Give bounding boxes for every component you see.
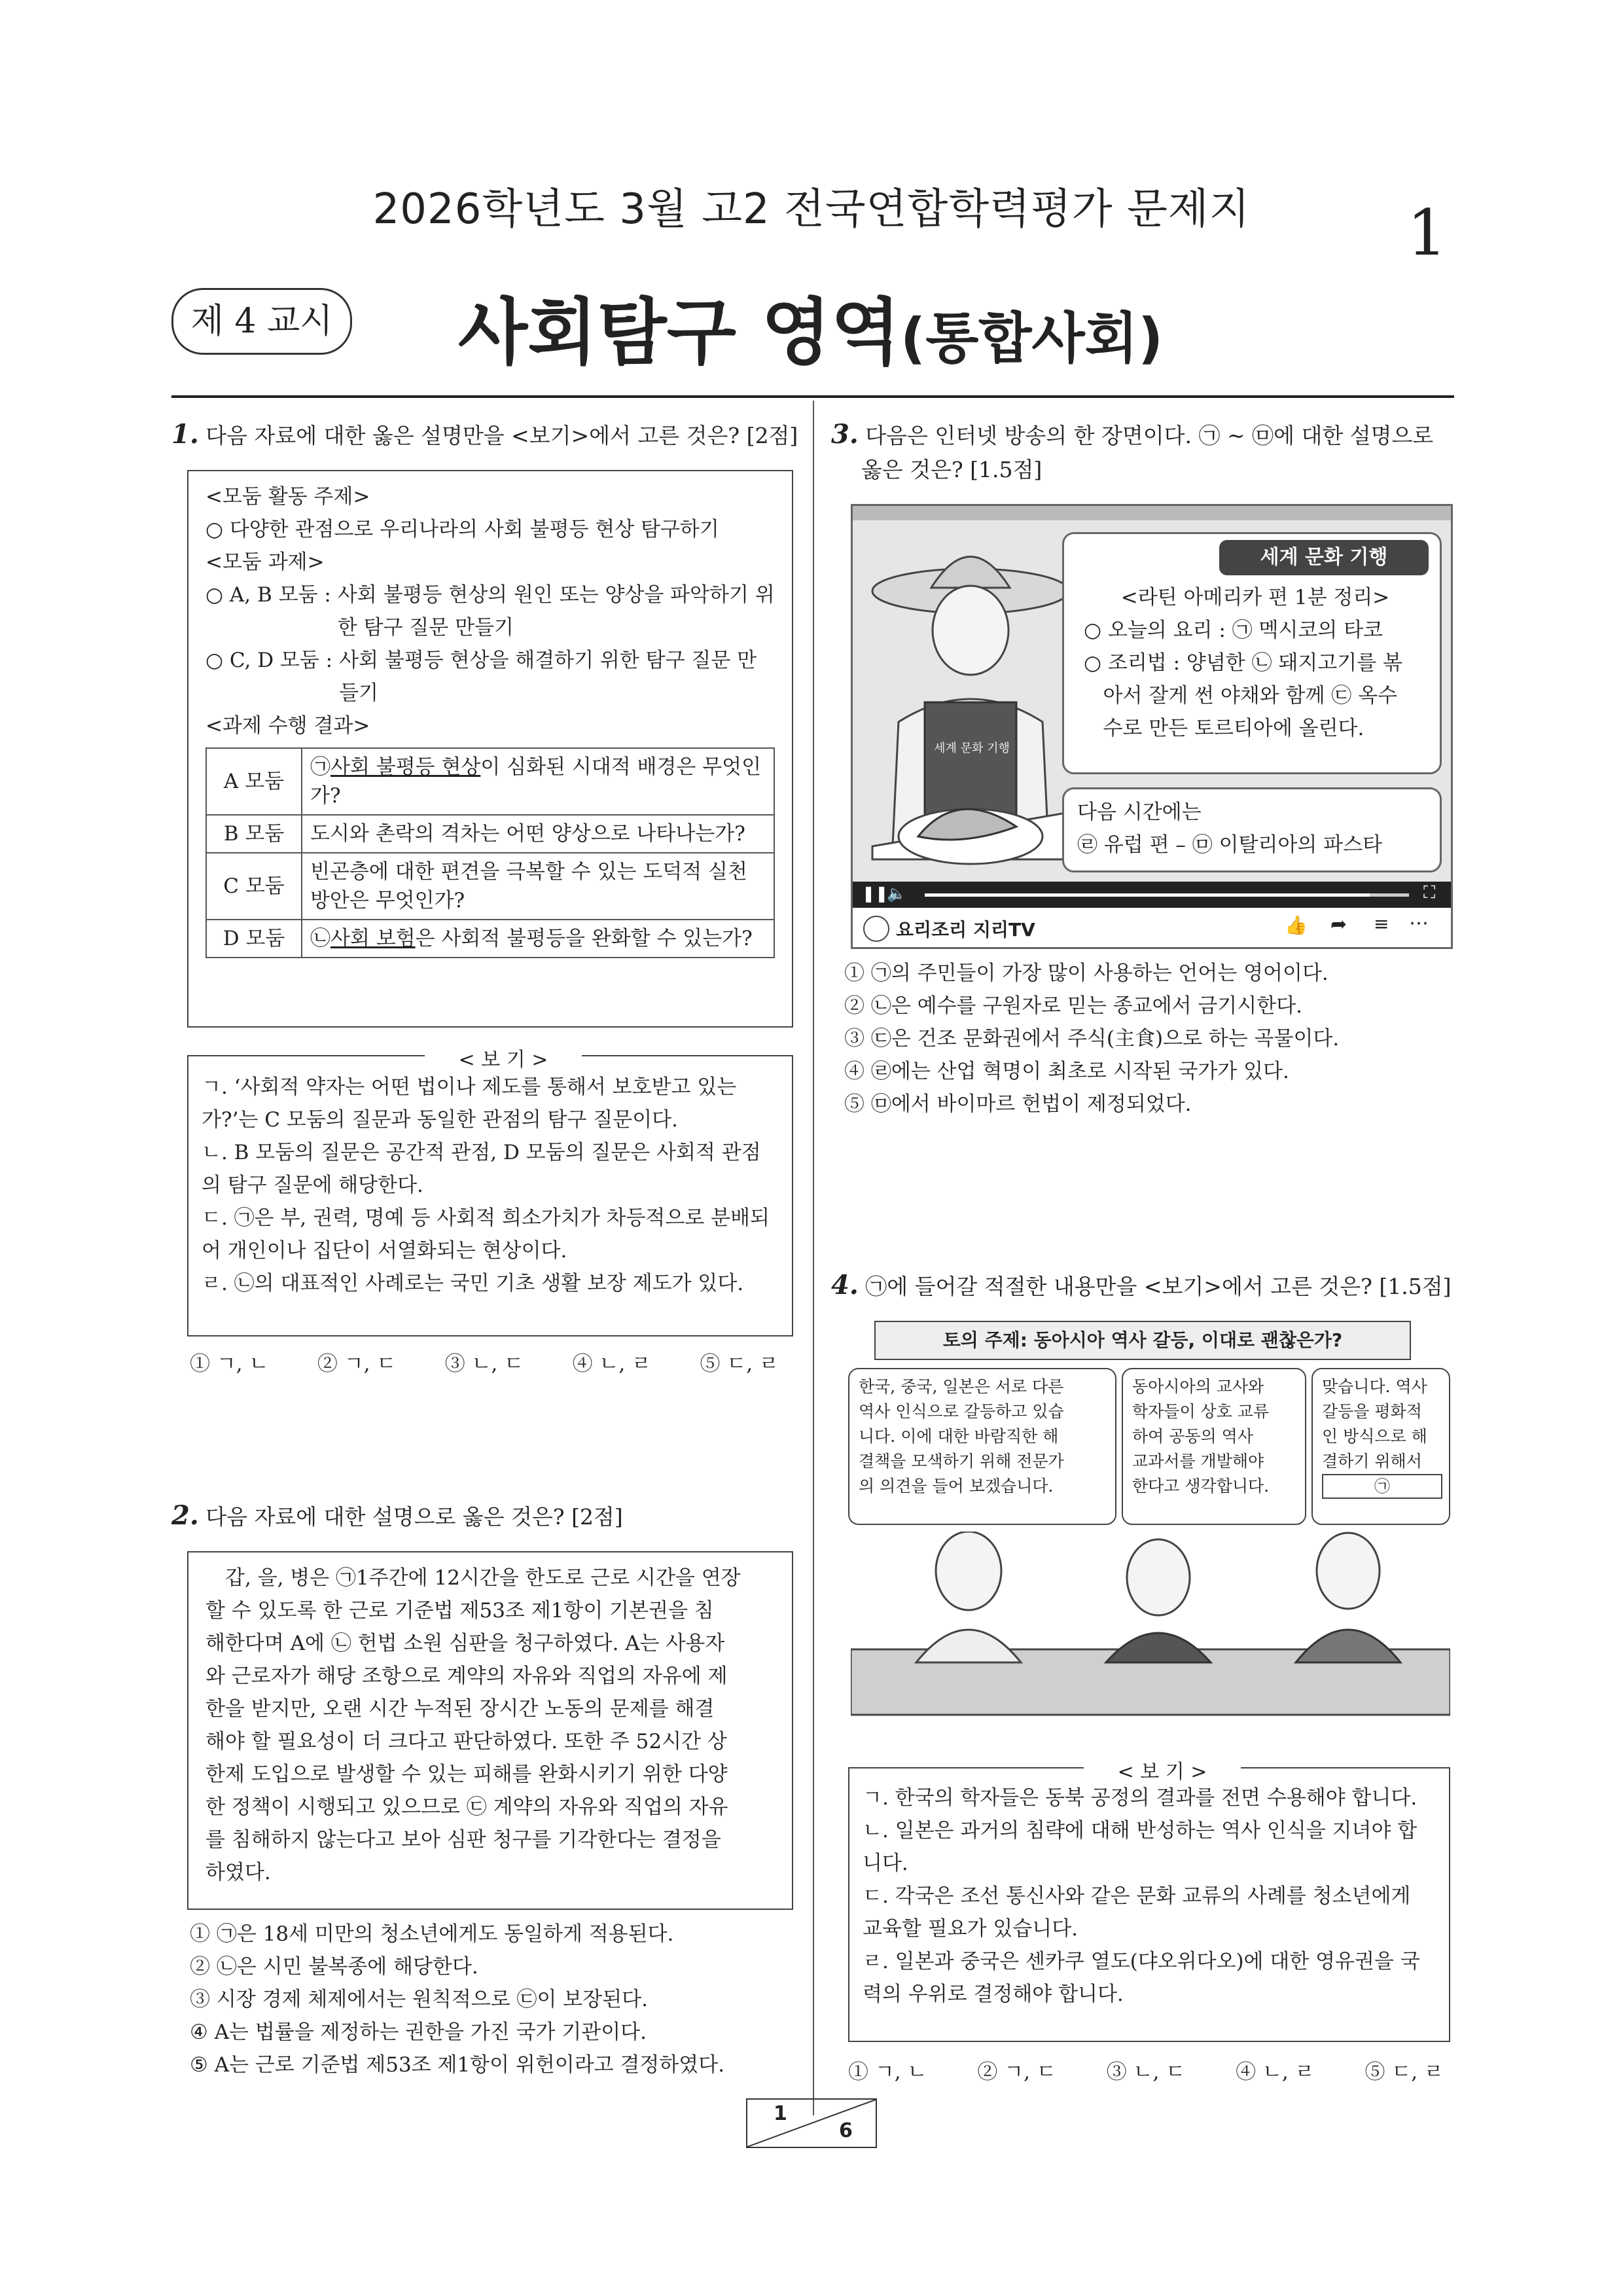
choice[interactable]: ② ㄱ, ㄷ: [317, 1352, 397, 1376]
volume-icon[interactable]: 🔈: [887, 884, 906, 903]
q1-line: <모둠 활동 주제>: [205, 485, 370, 509]
q1-task-ab-text: 사회 불평등 현상의 원인 또는 양상을 파악하기 위한 탐구 질문 만들기: [337, 583, 775, 639]
page-counter-slash: [747, 2100, 876, 2147]
bubble-line: 결책을 모색하기 위해 전문가: [859, 1452, 1064, 1471]
option[interactable]: ⑤ A는 근로 기준법 제53조 제1항이 위헌이라고 결정하였다.: [190, 2053, 725, 2077]
subject-title: [458, 275, 1163, 378]
marker: ㉠: [310, 755, 330, 779]
q2-passage-box: [187, 1551, 793, 1910]
table-cell: A 모둠: [206, 748, 302, 815]
bubble-line: 니다. 이에 대한 바람직한 해: [859, 1427, 1059, 1446]
passage-line: 해한다며 A에 ㉡ 헌법 소원 심판을 청구하였다. A는 사용자: [205, 1632, 725, 1655]
q1-task-cd-label: ○ C, D 모둠 :: [205, 649, 333, 672]
page-number: 1: [1407, 196, 1448, 270]
q1-task-cd: [205, 644, 775, 709]
choice[interactable]: ③ ㄴ, ㄷ: [444, 1352, 524, 1376]
panel-line: 아서 잘게 썬 야채와 함께 ㉢ 옥수: [1084, 684, 1398, 708]
column-divider: [813, 401, 814, 2115]
option[interactable]: ③ ㉢은 건조 문화권에서 주식(主食)으로 하는 곡물이다.: [844, 1027, 1340, 1050]
option[interactable]: ② ㉡은 예수를 구원자로 믿는 종교에서 금기시한다.: [844, 994, 1302, 1018]
panel-line: ○ 오늘의 요리 : ㉠ 멕시코의 타코: [1084, 619, 1383, 642]
bogi-item: ㄱ. ‘사회적 약자는 어떤 법이나 제도를 통해서 보호받고 있는가?’는 C 모둠의 질문과 동일한 관점의 탐구 질문이다.: [202, 1075, 737, 1132]
panel-title: <라틴 아메리카 편 1분 정리>: [1120, 586, 1390, 609]
table-row: [206, 920, 774, 958]
option[interactable]: ④ A는 법률을 제정하는 권한을 가진 국가 기관이다.: [190, 2020, 647, 2044]
q2-stem: [171, 1499, 800, 1534]
bubble-line: 역사 인식으로 갈등하고 있습: [859, 1402, 1064, 1421]
option[interactable]: ③ 시장 경제 체제에서는 원칙적으로 ㉢이 보장된다.: [190, 1988, 648, 2011]
header-rule: [171, 395, 1454, 398]
choice[interactable]: ① ㄱ, ㄴ: [848, 2060, 927, 2084]
table-cell: [302, 748, 774, 815]
like-icon[interactable]: 👍: [1285, 914, 1308, 936]
bogi-item: ㄹ. 일본과 중국은 센카쿠 열도(댜오위다오)에 대한 영유권을 국력의 우위로 결정해야 합니다.: [863, 1950, 1420, 2006]
pause-icon[interactable]: ❚❚: [862, 884, 889, 903]
table-cell: B 모둠: [206, 815, 302, 853]
expert-1-face: [1127, 1539, 1190, 1615]
table-row: [206, 748, 774, 815]
bubble-line: 결하기 위해서: [1322, 1452, 1422, 1471]
bubble-line: 인 방식으로 해: [1322, 1427, 1427, 1446]
next-line-2: ㉣ 유럽 편 – ㉤ 이탈리아의 파스타: [1077, 833, 1383, 857]
option[interactable]: ② ㉡은 시민 불복종에 해당한다.: [190, 1955, 478, 1979]
bogi-item: ㄷ. ㉠은 부, 권력, 명예 등 사회적 희소가치가 차등적으로 분배되어 개인이나 집단이 서열화되는 현상이다.: [202, 1206, 770, 1263]
choice[interactable]: ⑤ ㄷ, ㄹ: [1364, 2060, 1444, 2084]
passage-line: 갑, 을, 병은 ㉠1주간에 12시간을 한도로 근로 시간을 연장: [225, 1566, 741, 1590]
q1-bogi-box: [187, 1055, 793, 1336]
more-icon[interactable]: ⋯: [1409, 912, 1429, 935]
choice[interactable]: ② ㄱ, ㄷ: [977, 2060, 1056, 2084]
q1-number: 1.: [171, 419, 199, 450]
q2-options: [190, 1918, 798, 2081]
q3-options: [844, 957, 1453, 1121]
expert-2-face: [1317, 1533, 1380, 1609]
fullscreen-icon[interactable]: ⛶: [1423, 883, 1436, 903]
passage-line: 한을 받지만, 오랜 시간 누적된 장시간 노동의 문제를 해결: [205, 1697, 715, 1721]
bogi-item: ㄴ. B 모둠의 질문은 공간적 관점, D 모둠의 질문은 사회적 관점의 탐구 질문에 해당한다.: [202, 1141, 761, 1197]
apron-label: 세계 문화 기행: [934, 742, 1010, 755]
table-row: [206, 815, 774, 853]
q1-result-table: [205, 747, 775, 958]
bubble-line: 하여 공동의 역사: [1132, 1427, 1253, 1446]
period-badge: 제 4 교시: [171, 288, 352, 355]
bogi-item: ㄹ. ㉡의 대표적인 사례로는 국민 기초 생활 보장 제도가 있다.: [202, 1272, 744, 1295]
marker: ㉡: [310, 927, 330, 950]
passage-line: 한 정책이 시행되고 있으므로 ㉢ 계약의 자유와 직업의 자유: [205, 1795, 728, 1819]
passage-line: 한제 도입으로 발생할 수 있는 피해를 완화시키기 위한 다양: [205, 1763, 728, 1786]
broadcast-screen: [851, 504, 1453, 949]
bubble-line: 의 의견을 들어 보겠습니다.: [859, 1477, 1054, 1496]
passage-line: 를 침해하지 않는다고 보아 심판 청구를 기각한다는 결정을: [205, 1828, 721, 1852]
passage-line: 해야 할 필요성이 더 크다고 판단하였다. 또한 주 52시간 상: [205, 1730, 727, 1753]
cell-text: 은 사회적 불평등을 완화할 수 있는가?: [415, 927, 753, 950]
debate-topic: 토의 주제: 동아시아 역사 갈등, 이대로 괜찮은가?: [874, 1321, 1411, 1360]
q3-stem-text-2: 옳은 것은? [1.5점]: [861, 457, 1043, 482]
screen-top-bar: [853, 506, 1451, 520]
q1-line: ○ 다양한 관점으로 우리나라의 사회 불평등 현상 탐구하기: [205, 518, 719, 541]
bogi-item: ㄱ. 한국의 학자들은 동북 공정의 결과를 전면 수용해야 합니다.: [863, 1786, 1418, 1810]
blank-box: ㉠: [1322, 1474, 1442, 1499]
host-face: [936, 1532, 1001, 1610]
next-line-1: 다음 시간에는: [1077, 800, 1202, 824]
speech-bubble-3: [1311, 1368, 1450, 1525]
q1-stem: [171, 418, 800, 453]
q2-stem-text: 다음 자료에 대한 설명으로 옳은 것은? [2점]: [205, 1504, 623, 1530]
bubble-line: 한국, 중국, 일본은 서로 다른: [859, 1377, 1064, 1396]
q4-stem: [831, 1268, 1459, 1304]
current-page: 1: [774, 2102, 787, 2125]
q1-bogi-title: < 보 기 >: [425, 1043, 582, 1072]
table-cell: [302, 920, 774, 958]
q1-line: <모둠 과제>: [205, 550, 325, 574]
panel-illustration: [851, 1532, 1450, 1728]
q1-stem-text: 다음 자료에 대한 옳은 설명만을 <보기>에서 고른 것은? [2점]: [205, 423, 798, 448]
choice[interactable]: ③ ㄴ, ㄷ: [1106, 2060, 1186, 2084]
channel-name: 요리조리 지리TV: [896, 919, 1035, 941]
q1-result-label: <과제 수행 결과>: [205, 714, 370, 738]
table-cell: 빈곤층에 대한 편견을 극복할 수 있는 도덕적 실천 방안은 무엇인가?: [302, 853, 774, 920]
choice[interactable]: ④ ㄴ, ㄹ: [1236, 2060, 1315, 2084]
channel-avatar: [863, 916, 889, 942]
choice[interactable]: ① ㄱ, ㄴ: [190, 1352, 269, 1376]
table-cell: 도시와 촌락의 격차는 어떤 양상으로 나타나는가?: [302, 815, 774, 853]
bubble-line: 동아시아의 교사와: [1132, 1377, 1264, 1396]
show-logo: 세계 문화 기행: [1219, 540, 1429, 575]
q3-stem-text: 다음은 인터넷 방송의 한 장면이다. ㉠ ~ ㉤에 대한 설명으로: [865, 423, 1434, 448]
choice[interactable]: ⑤ ㄷ, ㄹ: [700, 1352, 779, 1376]
q4-stem-text: ㉠에 들어갈 적절한 내용만을 <보기>에서 고른 것은? [1.5점]: [865, 1274, 1452, 1299]
q4-choices: [848, 2055, 1444, 2085]
share-icon[interactable]: ➦: [1330, 913, 1347, 936]
q1-data-box: [187, 470, 793, 1028]
playlist-icon[interactable]: ≡: [1374, 913, 1389, 935]
progress-fill: [925, 893, 1370, 897]
table-cell: D 모둠: [206, 920, 302, 958]
q4-number: 4.: [831, 1270, 859, 1300]
next-episode-panel: [1062, 787, 1442, 872]
subject-sub: (통합사회): [900, 306, 1164, 370]
exam-title: 2026학년도 3월 고2 전국연합학력평가 문제지: [372, 185, 1251, 234]
q4-bogi-title: < 보 기 >: [1084, 1755, 1241, 1784]
q4-bogi-box: [848, 1767, 1450, 2042]
option[interactable]: ① ㉠은 18세 미만의 청소년에게도 동일하게 적용된다.: [190, 1922, 674, 1946]
q1-task-ab-label: ○ A, B 모둠 :: [205, 583, 331, 607]
option[interactable]: ① ㉠의 주민들이 가장 많이 사용하는 언어는 영어이다.: [844, 961, 1329, 985]
bubble-line: 갈등을 평화적: [1322, 1402, 1422, 1421]
choice[interactable]: ④ ㄴ, ㄹ: [572, 1352, 652, 1376]
q3-stem: [831, 418, 1459, 487]
underlined-term: 사회 불평등 현상: [330, 755, 481, 779]
q1-task-cd-text: 사회 불평등 현상을 해결하기 위한 탐구 질문 만들기: [339, 649, 757, 705]
video-controls: [853, 882, 1451, 908]
subject-main: 사회탐구 영역: [458, 291, 901, 374]
bogi-item: ㄷ. 각국은 조선 통신사와 같은 문화 교류의 사례를 청소년에게 교육할 필요가 있습니다.: [863, 1884, 1411, 1941]
bubble-line: 한다고 생각합니다.: [1132, 1477, 1270, 1496]
page-counter: [746, 2098, 877, 2148]
table-cell: C 모둠: [206, 853, 302, 920]
speech-bubble-2: [1122, 1368, 1306, 1525]
passage-line: 할 수 있도록 한 근로 기준법 제53조 제1항이 기본권을 침: [205, 1599, 714, 1623]
option[interactable]: ④ ㉣에는 산업 혁명이 최초로 시작된 국가가 있다.: [844, 1060, 1289, 1083]
underlined-term: 사회 보험: [330, 927, 416, 950]
passage-line: 와 근로자가 해당 조항으로 계약의 자유와 직업의 자유에 제: [205, 1664, 728, 1688]
total-pages: 6: [839, 2119, 853, 2142]
cell-text: 이 심화된 시대적 배경은 무엇인가?: [310, 755, 762, 808]
q2-number: 2.: [171, 1500, 199, 1531]
option[interactable]: ⑤ ㉤에서 바이마르 헌법이 제정되었다.: [844, 1092, 1192, 1116]
q1-choices: [190, 1347, 779, 1376]
table-row: [206, 853, 774, 920]
panel-line: ○ 조리법 : 양념한 ㉡ 돼지고기를 볶: [1084, 651, 1402, 675]
bubble-line: 맞습니다. 역사: [1322, 1377, 1427, 1396]
q3-number: 3.: [831, 419, 859, 450]
bubble-line: 교과서를 개발해야: [1132, 1452, 1264, 1471]
bogi-item: ㄴ. 일본은 과거의 침략에 대해 반성하는 역사 인식을 지녀야 합니다.: [863, 1819, 1418, 1875]
chef-face: [933, 586, 1008, 675]
channel-bar: [853, 908, 1451, 947]
bubble-line: 학자들이 상호 교류: [1132, 1402, 1270, 1421]
passage-line: 하였다.: [205, 1861, 271, 1884]
speech-bubble-1: [848, 1368, 1116, 1525]
q1-task-ab: [205, 579, 775, 644]
panel-line: 수로 만든 토르티아에 올린다.: [1084, 717, 1364, 740]
